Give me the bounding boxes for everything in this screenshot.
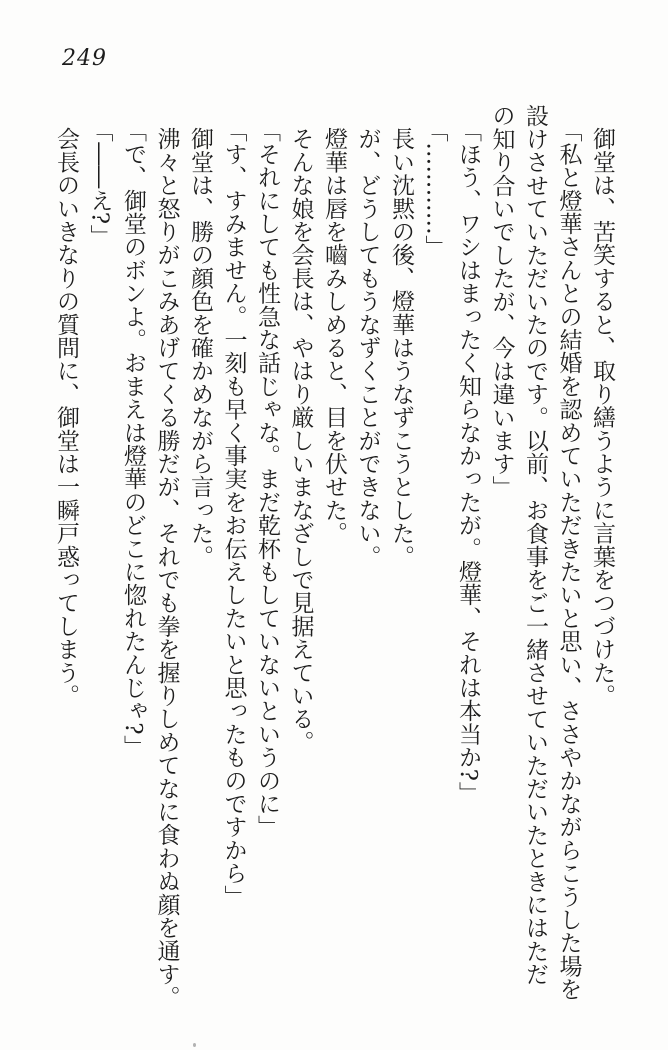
text-line: 「す、すみません。一刻も早く事実をお伝えしたいと思ったものですから」 <box>220 119 247 908</box>
page-number: 249 <box>62 46 107 71</box>
text-line: 沸々と怒りがこみあげてくる勝だが、それでも拳を握りしめてなに食わぬ顔を通す。 <box>153 127 180 1009</box>
text-columns <box>49 104 619 1014</box>
text-line: 燈華は唇を嚙みしめると、目を伏せた。 <box>321 127 347 545</box>
text-line: 長い沈黙の後、燈華はうなずこうとした。 <box>388 127 414 568</box>
scan-artifact <box>193 1043 196 1047</box>
text-line: が、どうしてもうなずくことができない。 <box>354 127 381 568</box>
text-line: 「…………」 <box>421 119 448 259</box>
text-line: 御堂は、勝の顔色を確かめながら言った。 <box>187 127 213 568</box>
text-line: 「ほう、ワシはまったく知らなかったが。燈華、それは本当か?」 <box>455 119 481 805</box>
text-line: 御堂は、苦笑すると、取り繕うように言葉をつづけた。 <box>589 127 615 707</box>
text-line: 会長のいきなりの質問に、御堂は一瞬戸惑ってしまう。 <box>53 127 79 707</box>
text-line: 設けさせていただいたのです。以前、お食事をご一緒させていただいたときにはただ <box>522 104 548 986</box>
text-line: の知り合いでしたが、今は違います」 <box>488 104 515 499</box>
text-line: 「それにしても性急な話じゃな。まだ乾杯もしていないというのに」 <box>254 119 280 839</box>
text-line: 「私と燈華さんとの結婚を認めていただきたいと思い、ささやかながらこうした場を <box>555 119 582 1001</box>
text-line: 「で、御堂のボンよ。おまえは燈華のどこに惚れたんじゃ?」 <box>120 119 146 758</box>
text-line: 「――え?」 <box>86 119 113 248</box>
text-line: そんな娘を会長は、やはり厳しいまなざしで見据えている。 <box>287 127 314 754</box>
